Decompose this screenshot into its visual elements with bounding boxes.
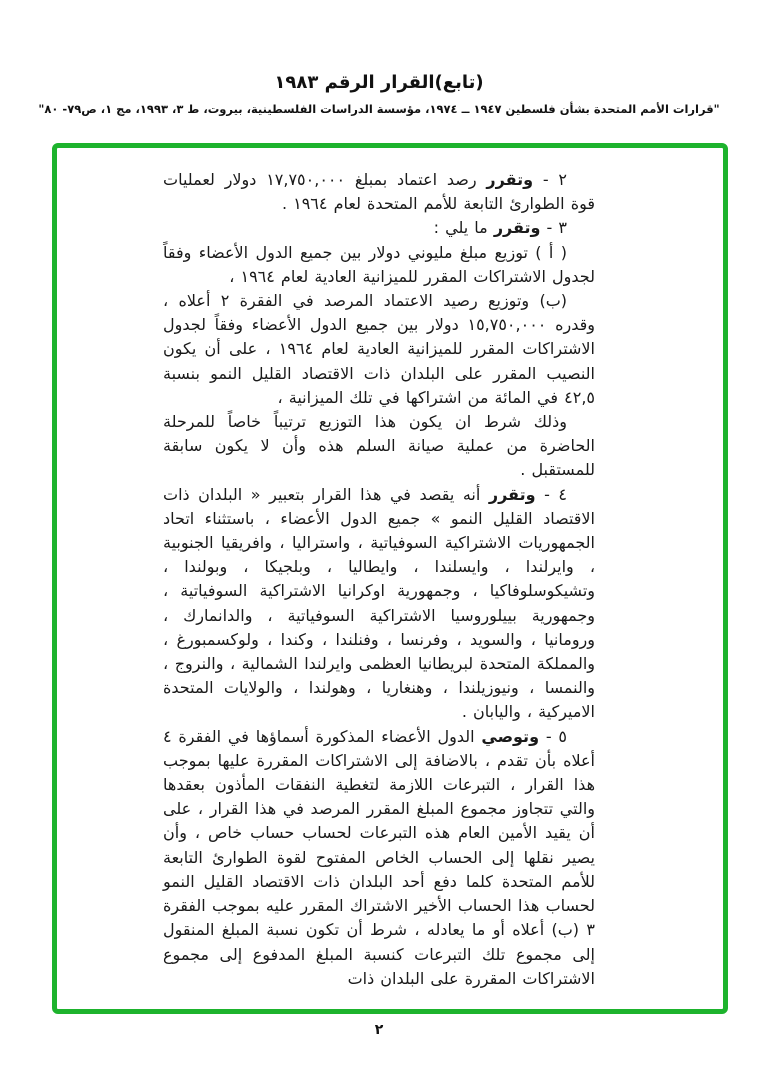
- document-body: [163, 168, 595, 991]
- paragraph: (ب) وتوزيع رصيد الاعتماد المرصد في الفقرة ٢ أعلاه ، وقدره ١٥,٧٥٠,٠٠٠ دولار بين جميع الدول الأعضاء وفقاً لجدول الاشتراكات المقرر للميزانية العادية لعام ١٩٦٤ ، على أن يكون النصيب المقرر على البلدان ذات الاقتصاد القليل النمو بنسبة ٤٢,٥ في المائة من اشتراكها في تلك الميزانية ،: [163, 291, 596, 407]
- clause-keyword: وتقرر: [486, 170, 534, 189]
- paragraph: ٢ - وتقرر رصد اعتماد بمبلغ ١٧,٧٥٠,٠٠٠ دولار لعمليات قوة الطوارئ التابعة للأمم المتحدة لعام ١٩٦٤ .: [163, 170, 595, 214]
- paragraph: ٣ - وتقرر ما يلي :: [433, 218, 567, 238]
- paragraph: ٤ - وتقرر أنه يقصد في هذا القرار بتعبير « البلدان ذات الاقتصاد القليل النمو » جميع الدول الأعضاء ، باستثناء اتحاد الجمهوريات الاشتراكية السوفياتية ، واستراليا ، وافريقيا الجنوبية ، وايرلندا ، وايسلندا ، وايطاليا ، وبلجيكا ، وبولندا ، وتشيكوسلوفاكيا ، وجمهورية اوكرانيا الاشتراكية السوفياتية ، وجمهورية بييلوروسيا الاشتراكية السوفياتية ، والدانمارك ، ورومانيا ، والسويد ، وفرنسا ، وفنلندا ، وكندا ، ولوكسمبورغ ، والمملكة المتحدة لبريطانيا العظمى وايرلندا الشمالية ، والنروج ، والنمسا ، ونيوزيلندا ، وهنغاريا ، وهولندا ، والولايات المتحدة الاميركية ، واليابان .: [163, 484, 595, 722]
- page-title: (تابع)القرار الرقم ١٩٨٣: [274, 72, 484, 93]
- clause-keyword: وتقرر: [488, 484, 536, 504]
- paragraph: ( أ ) توزيع مبلغ مليوني دولار بين جميع الدول الأعضاء وفقاً لجدول الاشتراكات المقرر للميزانية العادية لعام ١٩٦٤ ،: [163, 242, 595, 286]
- paragraph: وذلك شرط ان يكون هذا التوزيع ترتيباً خاصاً للمرحلة الحاضرة من عملية صيانة السلم هذه وأن لا يكون سابقة للمستقبل .: [163, 412, 595, 480]
- paragraph: ٥ - وتوصي الدول الأعضاء المذكورة أسماؤها في الفقرة ٤ أعلاه بأن تقدم ، بالاضافة إلى الاشتراكات المقررة عليها بموجب هذا القرار ، التبرعات اللازمة لتغطية النفقات المأذون بعقدها والتي تتجاوز مجموع المبلغ المقرر المرصد في هذا القرار ، على أن يقيد الأمين العام هذه التبرعات لحساب حساب خاص ، وأن يصير نقلها إلى الحساب الخاص المفتوح لقوة الطوارئ التابعة للأمم المتحدة كلما دفع أحد البلدان ذات الاقتصاد القليل النمو لحساب هذا الحساب الأخير الاشتراك المقرر عليه بموجب الفقرة ٣ (ب) أعلاه أو ما يعادله ، شرط أن تكون نسبة المبلغ المنقول إلى مجموع تلك التبرعات كنسبة المبلغ المدفوع إلى مجموع الاشتراكات المقررة على البلدان ذات: [163, 726, 595, 988]
- clause-keyword: وتوصي: [481, 726, 540, 746]
- page-number: ٢: [374, 1022, 384, 1038]
- source-citation-line: "قرارات الأمم المتحدة بشأن فلسطين ١٩٤٧ ــ ١٩٧٤، مؤسسة الدراسات الفلسطينية، بيروت، ط ٣، ١٩٩٣، مج ١، ص٧٩- ٨٠": [38, 102, 720, 116]
- clause-keyword: وتقرر: [493, 218, 541, 238]
